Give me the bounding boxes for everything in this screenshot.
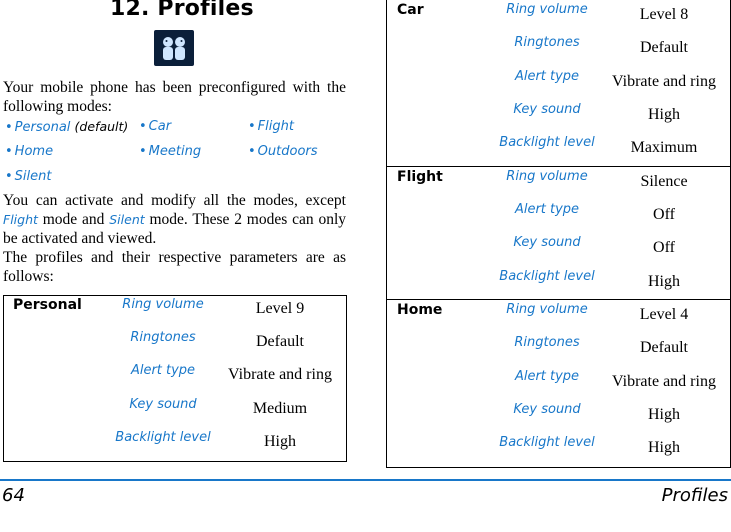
personal-table [3, 295, 347, 462]
silent-mode-ref: Silent [109, 212, 145, 227]
mode-silent: • Silent [5, 169, 52, 184]
param-label: Alert type [514, 69, 580, 84]
table-name: Personal [13, 297, 82, 313]
mode-meeting: • Meeting [139, 144, 202, 159]
param-value: High [264, 433, 296, 450]
param-label: Backlight level [499, 269, 595, 284]
param-value: Medium [252, 400, 308, 417]
param-label: Ring volume [122, 297, 204, 312]
param-label: Ring volume [506, 2, 588, 17]
param-value: Maximum [630, 139, 698, 156]
param-label: Backlight level [115, 430, 211, 445]
row-divider [387, 166, 730, 167]
section-title: Profiles [661, 485, 728, 506]
param-value: High [648, 273, 680, 290]
flight-mode-ref: Flight [3, 212, 38, 227]
table-intro-text: The profiles and their respective parameters are as follows: [3, 249, 346, 285]
page-number: 64 [2, 485, 25, 506]
table-name-flight: Flight [397, 169, 443, 185]
param-value: Vibrate and ring [612, 73, 716, 90]
param-label: Alert type [514, 369, 580, 384]
param-value: Vibrate and ring [612, 373, 716, 390]
param-value: Default [256, 333, 304, 350]
param-value: Default [640, 339, 688, 356]
param-value: Level 8 [639, 6, 689, 23]
param-label: Ringtones [514, 335, 580, 350]
param-label: Key sound [513, 402, 581, 417]
table-name-home: Home [397, 302, 443, 318]
profiles-icon [154, 30, 194, 66]
mode-car: • Car [139, 119, 172, 134]
table-name-car: Car [397, 2, 424, 18]
mode-personal: • Personal (default) [5, 119, 129, 135]
param-value: High [648, 106, 680, 123]
mode-home: • Home [5, 144, 54, 159]
param-label: Alert type [514, 202, 580, 217]
param-label: Ring volume [506, 169, 588, 184]
row-divider [387, 299, 730, 300]
param-label: Backlight level [499, 435, 595, 450]
profiles-table-right [386, 0, 731, 468]
note-text: You can activate and modify all the modes, except Flight mode and Silent mode. These 2 modes can only be activated and viewed. [3, 192, 347, 247]
mode-outdoors: • Outdoors [248, 144, 318, 159]
param-value: Level 9 [255, 300, 305, 317]
param-label: Key sound [513, 102, 581, 117]
param-value: Default [640, 39, 688, 56]
param-label: Ring volume [506, 302, 588, 317]
mode-flight: • Flight [248, 119, 294, 134]
param-value: Vibrate and ring [228, 366, 332, 383]
param-value: High [648, 406, 680, 423]
page-title: 12. Profiles [110, 0, 254, 21]
param-label: Ringtones [130, 330, 196, 345]
footer-rule [0, 479, 731, 481]
param-value: Off [653, 239, 675, 256]
param-label: Ringtones [514, 35, 580, 50]
param-label: Key sound [129, 397, 197, 412]
param-value: Level 4 [639, 306, 689, 323]
param-value: Silence [640, 173, 688, 190]
param-label: Backlight level [499, 135, 595, 150]
param-label: Key sound [513, 235, 581, 250]
param-value: Off [653, 206, 675, 223]
intro-text: Your mobile phone has been preconfigured with the following modes: [3, 79, 346, 115]
param-value: High [648, 439, 680, 456]
param-label: Alert type [130, 363, 196, 378]
